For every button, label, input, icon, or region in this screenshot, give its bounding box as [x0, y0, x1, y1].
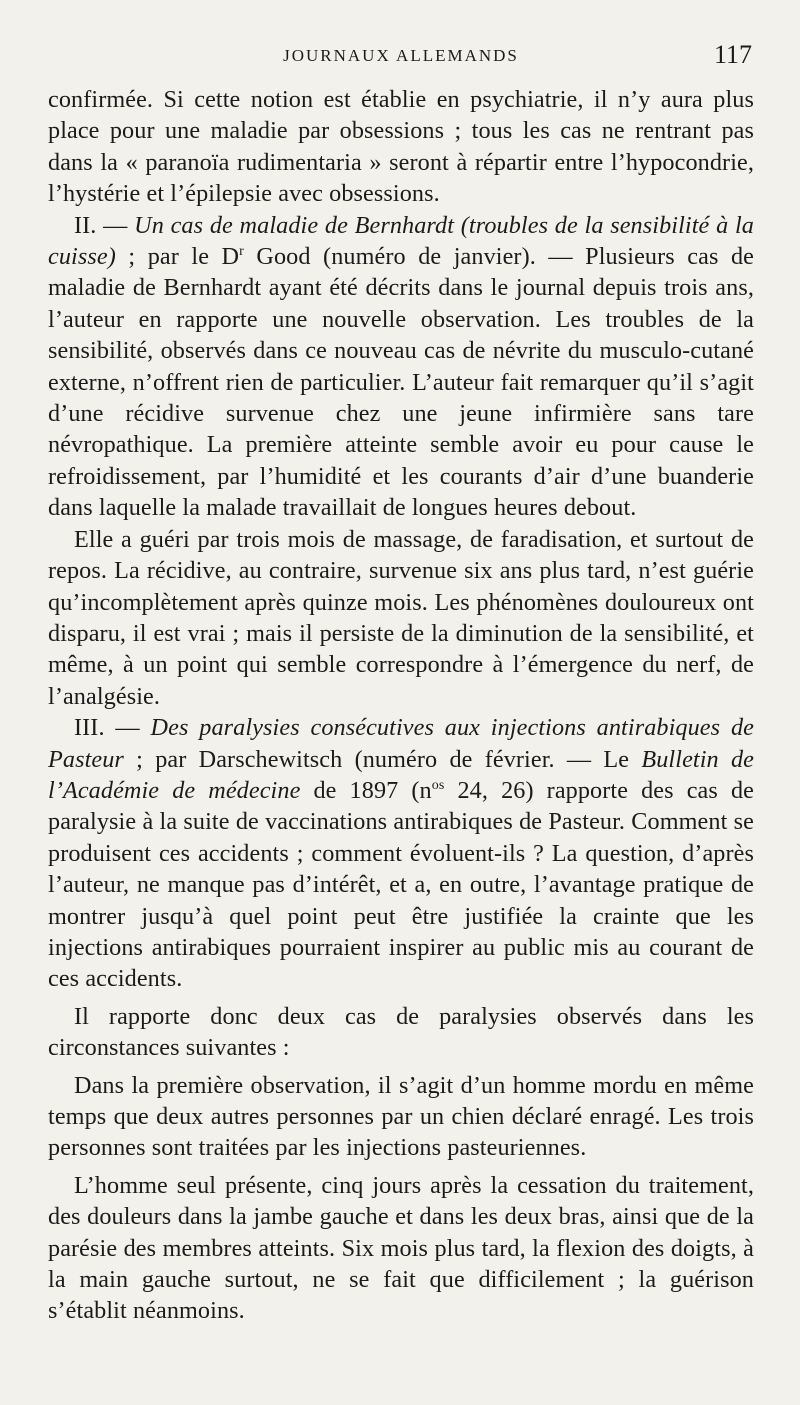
superscript: os	[431, 777, 445, 793]
text-run: 24, 26) rapporte des cas de paralysie à la suite de vaccinations antirabiques de Pasteur. Comment se produisent ces accidents ; comment évoluent-ils ? La question, d’après l’auteur, ne manque pas d’intérêt, et a, en outre, l’avantage pratique de montrer jusqu’à quel point peut être justifiée la crainte que les injections antirabiques pourraient inspirer au public mis au courant de ces accidents.	[48, 776, 754, 993]
italic-run: Des paralysies consécutives aux injections antirabiques de Pasteur	[48, 714, 755, 773]
text-run: de 1897 (n	[300, 776, 432, 804]
text-run: III. —	[74, 714, 151, 742]
running-header	[48, 38, 754, 78]
italic-run: Un cas de maladie de Bernhardt (troubles de la sensibilité à la cuisse)	[48, 211, 754, 271]
paragraph-section-iii	[48, 712, 754, 995]
text-run: confirmée. Si cette notion est établie en psychiatrie, il n’y aura plus place pour une maladie par obsessions ; tous les cas ne rentrant pas dans la « paranoïa rudimentaria » seront à répartir entre l’hypocondrie, l’hystérie et l’épilepsie avec obsessions.	[48, 86, 754, 208]
text-run: ; par Darschewitsch (numéro de février. — Le	[123, 745, 642, 773]
text-run: Dans la première observation, il s’agit d’un homme mordu en même temps que deux autres personnes par un chien déclaré enragé. Les trois personnes sont traitées par les injections pasteuriennes.	[48, 1071, 754, 1162]
paragraph-first-observation	[48, 1070, 754, 1164]
body-text	[48, 84, 754, 1327]
text-run: L’homme seul présente, cinq jours après la cessation du traitement, des douleurs dans la jambe gauche et dans les deux bras, ainsi que de la parésie des membres atteints. Six mois plus tard, la flexion des doigts, à la main gauche surtout, ne se fait que difficilement ; la guérison s’établit néanmoins.	[48, 1171, 754, 1325]
paragraph-symptoms	[48, 1170, 754, 1327]
paragraph-section-ii	[48, 210, 754, 524]
text-run: II. —	[74, 211, 135, 239]
superscript: r	[239, 243, 244, 259]
paragraph-two-cases	[48, 1001, 754, 1064]
text-run: ; par le D	[115, 243, 240, 271]
italic-run: Bulletin de l’Académie de médecine	[48, 745, 754, 804]
page-number: 117	[713, 40, 752, 69]
text-run: Good (numéro de janvier). — Plusieurs cas de maladie de Bernhardt ayant été décrits dans le journal depuis trois ans, l’auteur en rapporte une nouvelle observation. Les troubles de la sensibilité, observés dans ce nouveau cas de névrite du musculo-cutané externe, n’offrent rien de particulier. L’auteur fait remarquer qu’il s’agit d’une récidive survenue chez une jeune infirmière sans tare névropathique. La première atteinte semble avoir eu pour cause le refroidissement, par l’humidité et les courants d’air d’une buanderie dans laquelle la malade travaillait de longues heures debout.	[48, 243, 754, 522]
paragraph-recovery	[48, 524, 754, 712]
running-title: JOURNAUX ALLEMANDS	[283, 46, 519, 65]
text-run: Elle a guéri par trois mois de massage, de faradisation, et surtout de repos. La récidive, au contraire, survenue six ans plus tard, n’est guérie qu’incomplètement après quinze mois. Les phénomènes douloureux ont disparu, il est vrai ; mais il persiste de la diminution de la sensibilité, et même, à un point qui semble correspondre à l’émergence du nerf, de l’analgésie.	[48, 525, 754, 710]
text-run: Il rapporte donc deux cas de paralysies observés dans les circonstances suivantes :	[48, 1002, 754, 1062]
paragraph-continuation	[48, 84, 754, 210]
